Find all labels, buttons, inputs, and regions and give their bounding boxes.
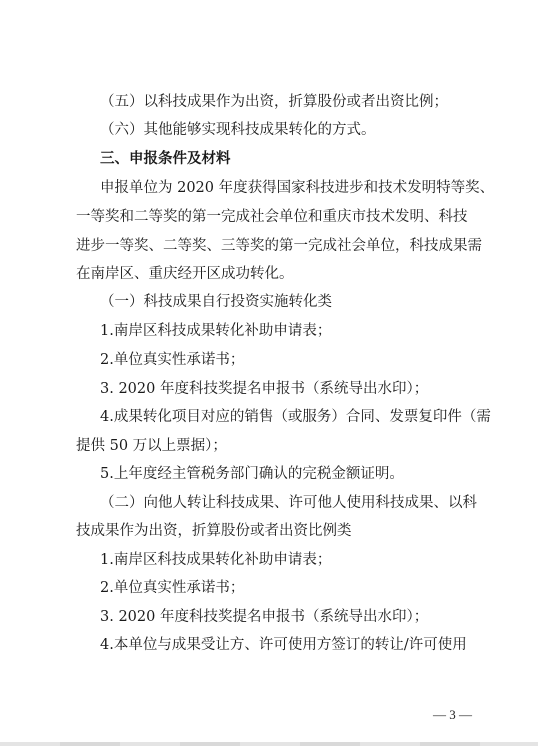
paragraph-line: （五）以科技成果作为出资，折算股份或者出资比例； (100, 94, 448, 110)
list-item: 3. 2020 年度科技奖提名申报书（系统导出水印）； (100, 609, 429, 625)
paragraph-line: 申报单位为 2020 年度获得国家科技进步和技术发明特等奖、 (100, 180, 495, 196)
list-item: 3. 2020 年度科技奖提名申报书（系统导出水印）； (100, 381, 429, 397)
subsection-heading: （二）向他人转让科技成果、许可他人使用科技成果、以科 (100, 495, 477, 511)
list-item: 4.成果转化项目对应的销售（或服务）合同、发票复印件（需 (100, 409, 491, 425)
subsection-heading: （一）科技成果自行投资实施转化类 (100, 294, 332, 310)
subsection-heading-continuation: 技成果作为出资，折算股份或者出资比例类 (76, 523, 352, 539)
paragraph-line: 一等奖和二等奖的第一完成社会单位和重庆市技术发明、科技 (76, 209, 468, 225)
list-item: 1.南岸区科技成果转化补助申请表； (100, 323, 332, 339)
paragraph-line: 进步一等奖、二等奖、三等奖的第一完成社会单位，科技成果需 (76, 238, 482, 254)
page-bottom-edge (0, 742, 538, 746)
section-heading: 三、申报条件及材料 (100, 151, 231, 167)
list-item: 1.南岸区科技成果转化补助申请表； (100, 552, 332, 568)
list-item: 5.上年度经主管税务部门确认的完税金额证明。 (100, 466, 404, 482)
list-item: 4.本单位与成果受让方、许可使用方签订的转让/许可使用 (100, 637, 467, 653)
list-item: 2.单位真实性承诺书； (100, 352, 245, 368)
paragraph-line: （六）其他能够实现科技成果转化的方式。 (100, 122, 376, 138)
list-item: 2.单位真实性承诺书； (100, 580, 245, 596)
paragraph-line: 在南岸区、重庆经开区成功转化。 (76, 266, 294, 282)
page-number: — 3 — (433, 707, 472, 722)
list-item-continuation: 提供 50 万以上票据）； (76, 438, 227, 454)
